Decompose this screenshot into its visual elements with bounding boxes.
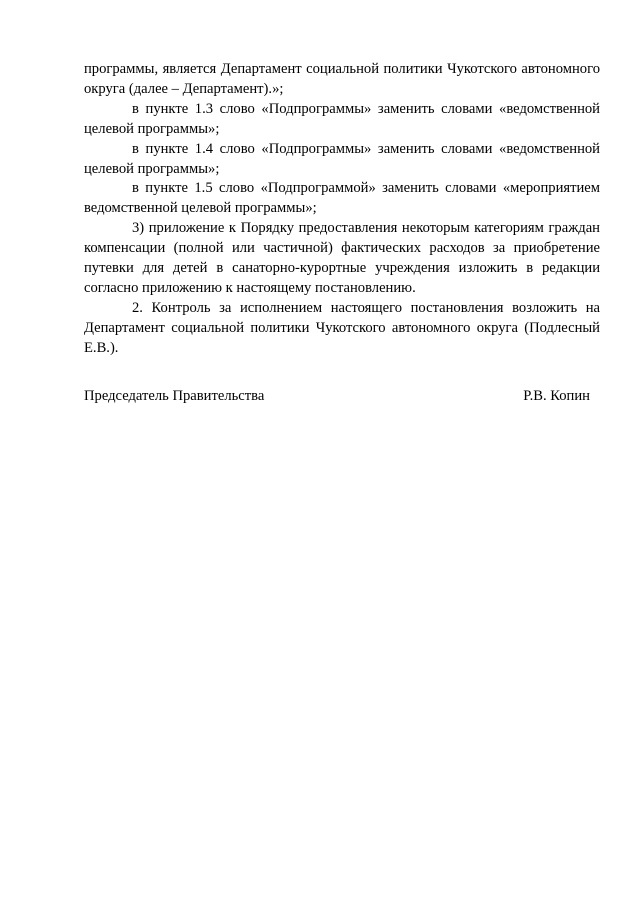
paragraph-item-1-5: в пункте 1.5 слово «Подпрограммой» заменить словами «мероприятием ведомственной целевой программы»; [84, 180, 600, 217]
paragraph-control-clause: 2. Контроль за исполнением настоящего постановления возложить на Департамент социальной политики Чукотского автономного округа (Подлесный Е.В.). [84, 299, 600, 356]
paragraph-item-1-3: в пункте 1.3 слово «Подпрограммы» заменить словами «ведомственной целевой программы»; [84, 100, 600, 137]
paragraph-continuation: программы, является Департамент социальной политики Чукотского автономного округа (далее – Департамент).»; [84, 61, 600, 97]
signatory-position: Председатель Правительства [84, 388, 265, 404]
document-body [84, 60, 600, 359]
signature-block [84, 387, 590, 407]
signatory-name: Р.В. Копин [523, 388, 590, 404]
paragraph-appendix-change: 3) приложение к Порядку предоставления некоторым категориям граждан компенсации (полной или частичной) фактических расходов за приобретение путевки для детей в санаторно-курортные учреждения изложить в редакции согласно приложению к настоящему постановлению. [84, 220, 600, 296]
paragraph-item-1-4: в пункте 1.4 слово «Подпрограммы» заменить словами «ведомственной целевой программы»; [84, 140, 600, 177]
